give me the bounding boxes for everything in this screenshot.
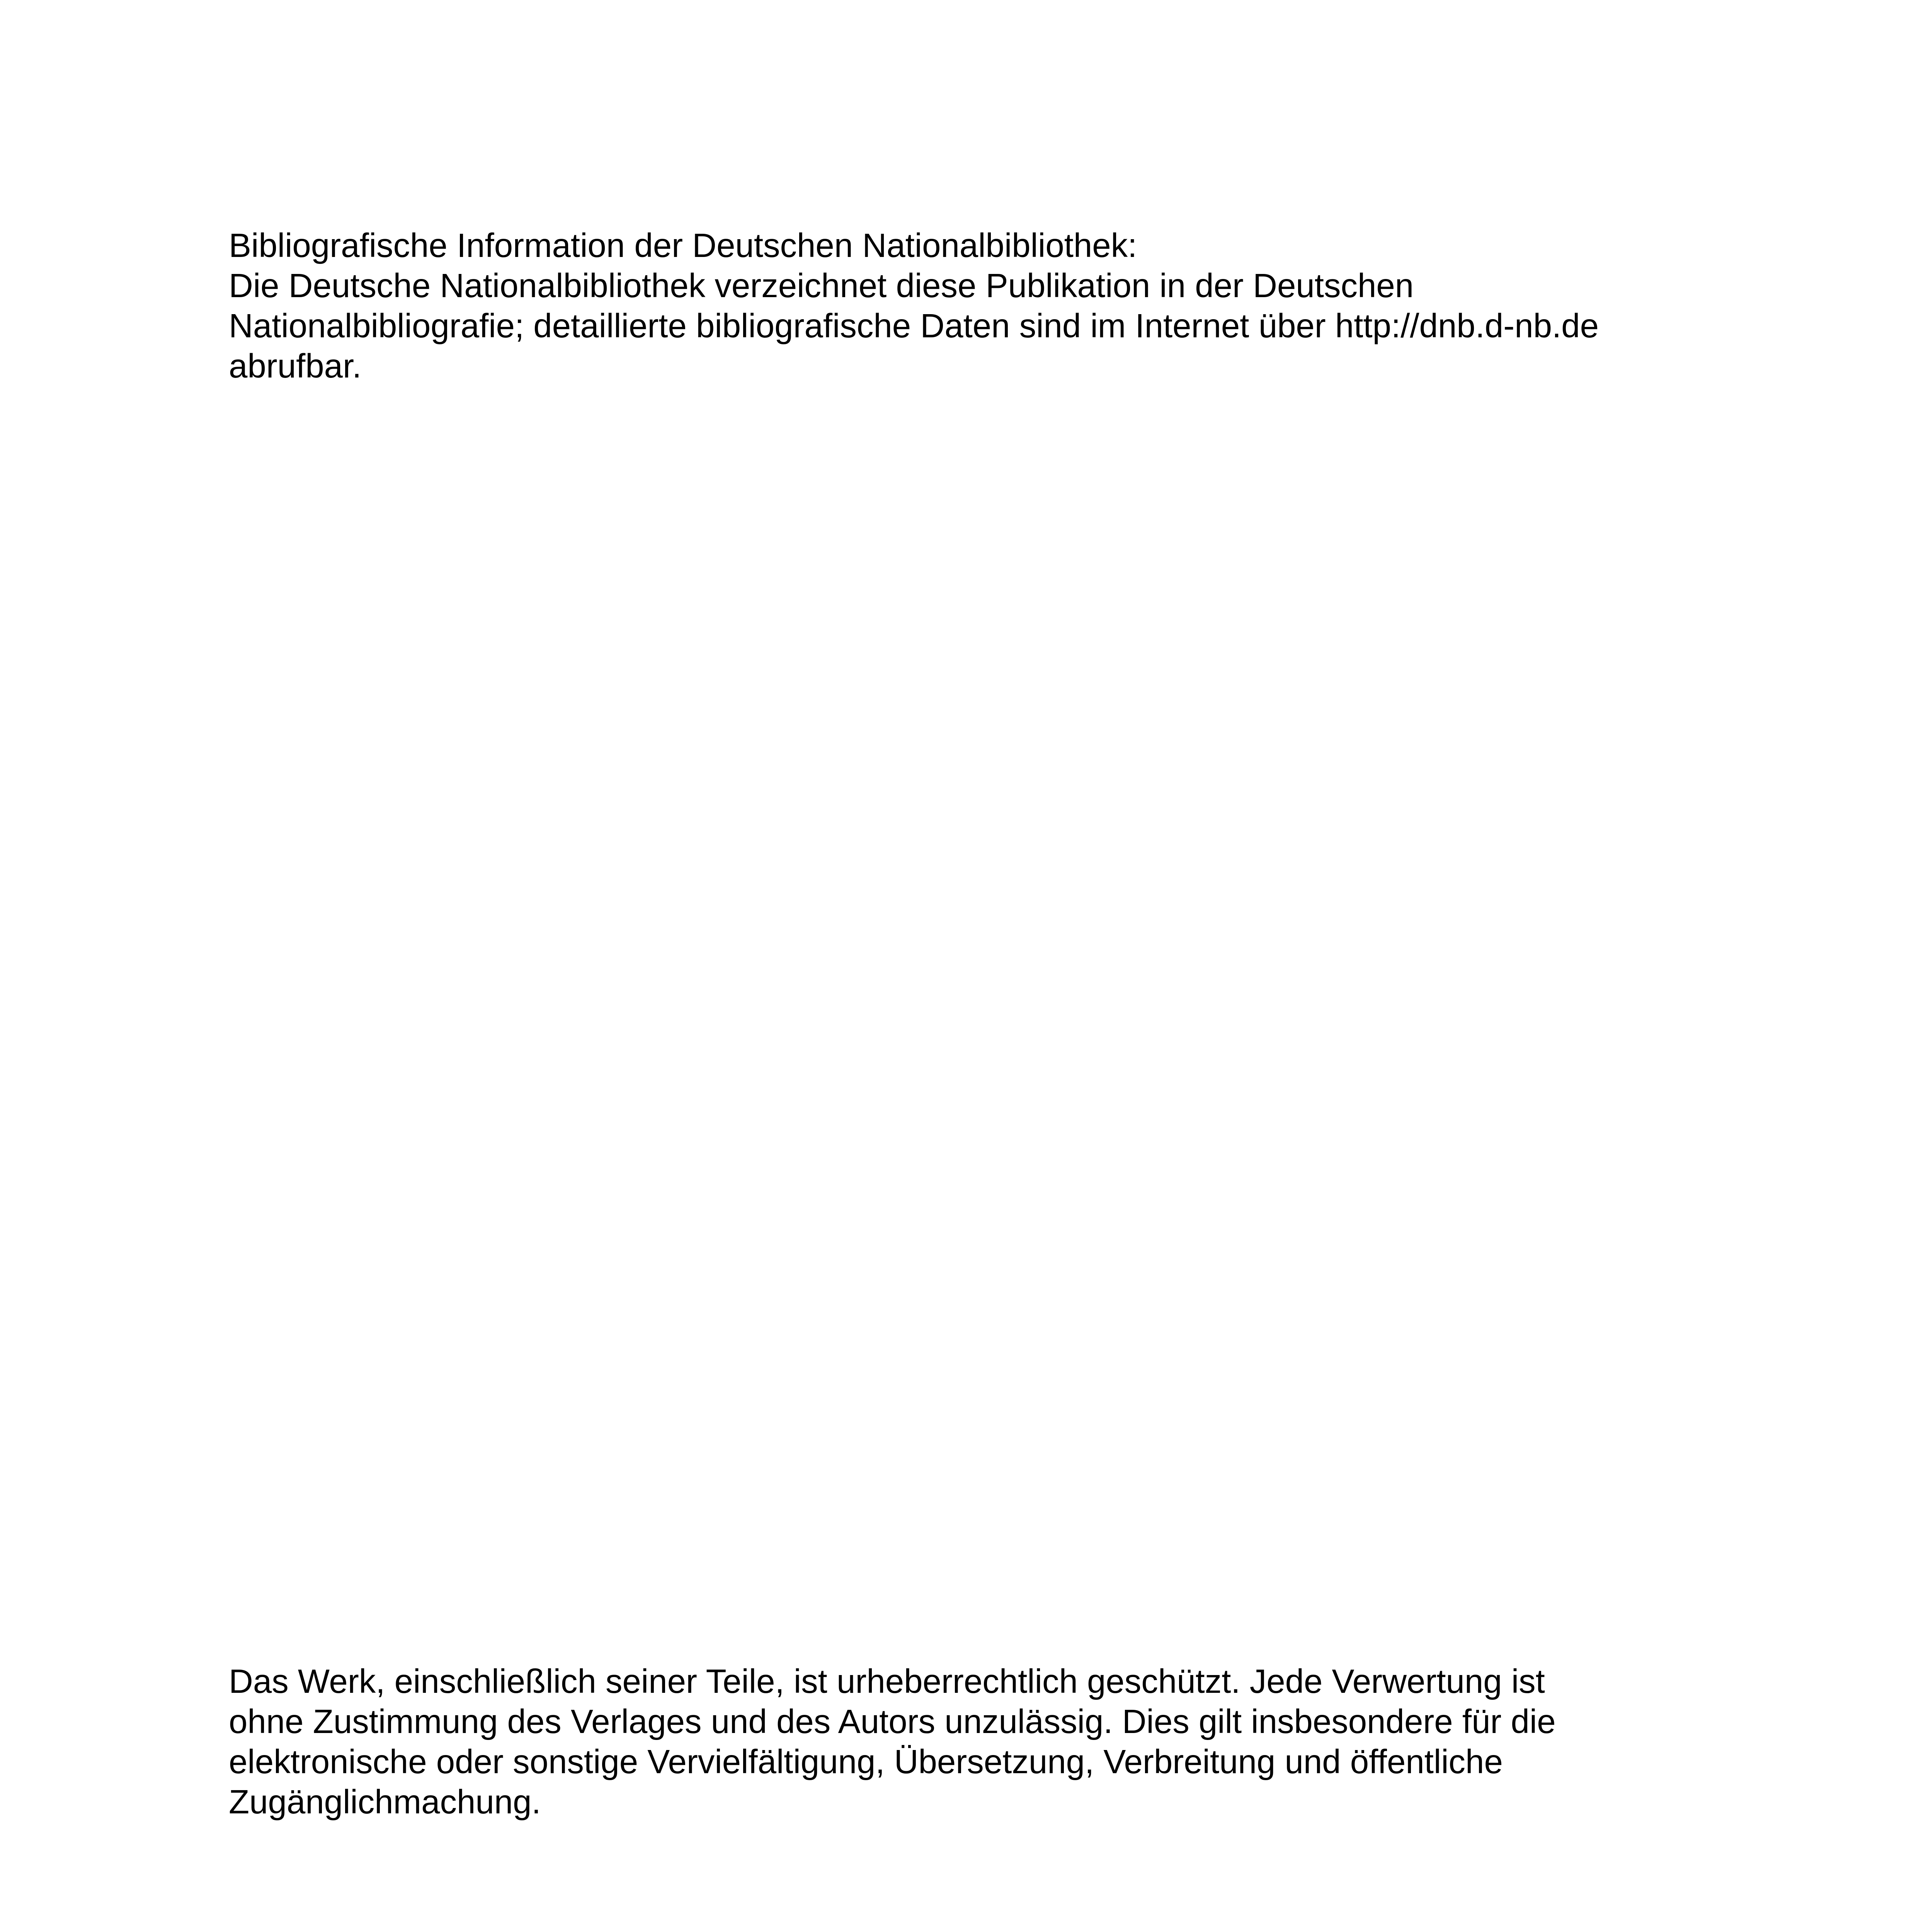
rights-notice [229,1662,1736,1822]
bibliographic-info [229,226,1736,386]
bibliographic-text-line: Die Deutsche Nationalbibliothek verzeichnet diese Publikation in der Deutschen [229,267,1414,304]
rights-text-line: Das Werk, einschließlich seiner Teile, ist urheberrechtlich geschützt. Jede Verwertung ist [229,1663,1545,1700]
bibliographic-text-line: Nationalbibliografie; detaillierte bibliografische Daten sind im Internet über http://dnb.d-nb.de [229,307,1599,345]
bibliographic-heading: Bibliografische Information der Deutschen Nationalbibliothek: [229,227,1137,264]
rights-text-line: elektronische oder sonstige Vervielfältigung, Übersetzung, Verbreitung und öffentliche [229,1743,1503,1781]
bibliographic-text-line: abrufbar. [229,347,362,385]
rights-text-line: Zugänglichmachung. [229,1783,541,1821]
rights-text-line: ohne Zustimmung des Verlages und des Autors unzulässig. Dies gilt insbesondere für die [229,1703,1556,1740]
